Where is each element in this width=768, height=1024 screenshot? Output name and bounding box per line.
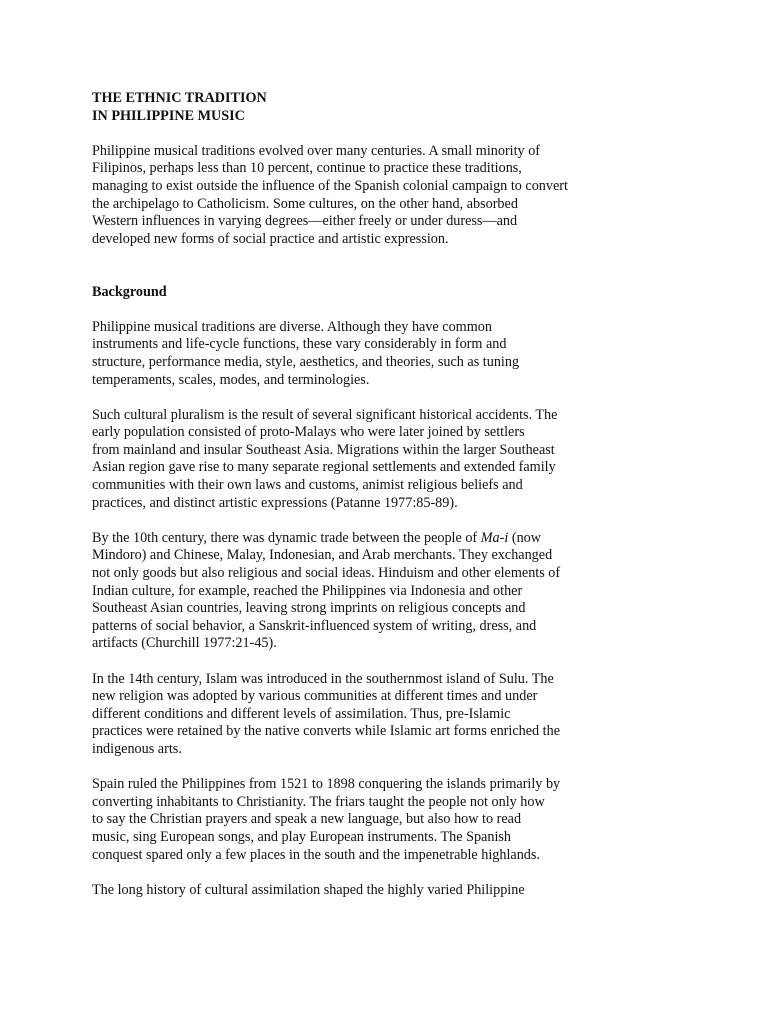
paragraph-line: Mindoro) and Chinese, Malay, Indonesian, and Arab merchants. They exchanged	[92, 547, 553, 564]
background-paragraph-4	[92, 671, 692, 759]
paragraph-line: Philippine musical traditions evolved over many centuries. A small minority of	[92, 142, 541, 159]
paragraph-text: By the 10th century, there was dynamic trade between the people of	[92, 529, 481, 546]
paragraph-line: indigenous arts.	[92, 740, 182, 757]
paragraph-line: from mainland and insular Southeast Asia. Migrations within the larger Southeast	[92, 441, 555, 458]
paragraph-text: (now	[508, 529, 542, 546]
paragraph-line: practices, and distinct artistic expressions (Patanne 1977:85-89).	[92, 494, 458, 511]
paragraph-line: structure, performance media, style, aesthetics, and theories, such as tuning	[92, 353, 520, 370]
place-name-italic: Ma-i	[480, 529, 509, 546]
paragraph-line: to say the Christian prayers and speak a new language, but also how to read	[92, 811, 522, 828]
paragraph-line: The long history of cultural assimilation shaped the highly varied Philippine	[92, 881, 525, 898]
paragraph-line: artifacts (Churchill 1977:21-45).	[92, 635, 277, 652]
paragraph-line: Indian culture, for example, reached the Philippines via Indonesia and other	[92, 582, 523, 599]
background-paragraph-6	[92, 882, 692, 900]
paragraph-line: In the 14th century, Islam was introduced in the southernmost island of Sulu. The	[92, 670, 554, 687]
paragraph-line: Spain ruled the Philippines from 1521 to 1898 conquering the islands primarily by	[92, 776, 561, 793]
paragraph-line: Asian region gave rise to many separate regional settlements and extended family	[92, 459, 556, 476]
paragraph-line: temperaments, scales, modes, and terminologies.	[92, 371, 370, 388]
paragraph-line: music, sing European songs, and play European instruments. The Spanish	[92, 828, 511, 845]
paragraph-line: Such cultural pluralism is the result of several significant historical accidents. The	[92, 406, 558, 423]
background-paragraph-5	[92, 776, 692, 864]
title-line: IN PHILIPPINE MUSIC	[92, 107, 245, 124]
document-body	[92, 90, 692, 899]
paragraph-line: the archipelago to Catholicism. Some cultures, on the other hand, absorbed	[92, 195, 518, 212]
paragraph-line: different conditions and different levels of assimilation. Thus, pre-Islamic	[92, 705, 511, 722]
paragraph-line: managing to exist outside the influence of the Spanish colonial campaign to convert	[92, 177, 568, 194]
paragraph-line: conquest spared only a few places in the south and the impenetrable highlands.	[92, 846, 540, 863]
paragraph-line: not only goods but also religious and social ideas. Hinduism and other elements of	[92, 565, 561, 582]
paragraph-line: instruments and life-cycle functions, these vary considerably in form and	[92, 336, 507, 353]
paragraph-line: patterns of social behavior, a Sanskrit-influenced system of writing, dress, and	[92, 617, 537, 634]
paragraph-line: Southeast Asian countries, leaving strong imprints on religious concepts and	[92, 600, 526, 617]
paragraph-line: Western influences in varying degrees—either freely or under duress—and	[92, 213, 518, 230]
paragraph-line	[92, 530, 692, 548]
section-heading-background: Background	[92, 283, 167, 300]
background-paragraph-1	[92, 319, 692, 389]
paragraph-line: Filipinos, perhaps less than 10 percent, continue to practice these traditions,	[92, 160, 522, 177]
background-paragraph-2	[92, 407, 692, 513]
paragraph-line: converting inhabitants to Christianity. The friars taught the people not only how	[92, 793, 545, 810]
paragraph-line: early population consisted of proto-Malays who were later joined by settlers	[92, 424, 525, 441]
paragraph-line: new religion was adopted by various communities at different times and under	[92, 688, 538, 705]
document-title	[92, 90, 692, 125]
paragraph-line: practices were retained by the native converts while Islamic art forms enriched the	[92, 723, 560, 740]
paragraph-line: Philippine musical traditions are diverse. Although they have common	[92, 318, 492, 335]
paragraph-line: developed new forms of social practice and artistic expression.	[92, 230, 449, 247]
title-line: THE ETHNIC TRADITION	[92, 90, 267, 106]
paragraph-line: communities with their own laws and customs, animist religious beliefs and	[92, 477, 523, 494]
background-paragraph-3	[92, 530, 692, 653]
intro-paragraph	[92, 143, 692, 249]
